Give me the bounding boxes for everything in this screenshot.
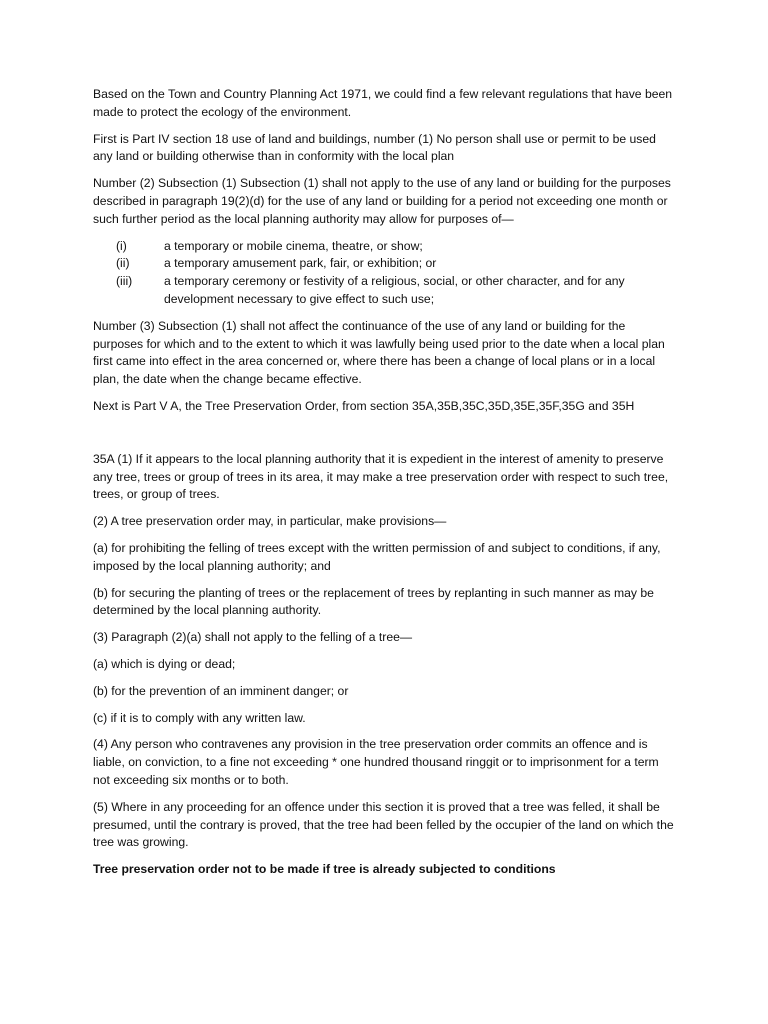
paragraph-35a-5: (5) Where in any proceeding for an offence under this section it is proved that a tree was felled, it shall be presumed, until the contrary is proved, that the tree had been felled by the occupier of the land on which the tree was growing. [93,799,674,850]
paragraph-35a-2a: (a) for prohibiting the felling of trees except with the written permission of and subject to conditions, if any, imposed by the local planning authority; and [93,540,661,573]
list-item-text: a temporary amusement park, fair, or exhibition; or [164,256,437,271]
section-heading: Tree preservation order not to be made if tree is already subjected to conditions [93,862,556,877]
paragraph-35a-4: (4) Any person who contravenes any provision in the tree preservation order commits an offence and is liable, on conviction, to a fine not exceeding * one hundred thousand ringgit or to imprisonment for a term not exceeding six months or to both. [93,737,659,787]
paragraph-35a-2b: (b) for securing the planting of trees or the replacement of trees by replanting in such manner as may be determined by the local planning authority. [93,585,654,618]
list-item [93,255,678,273]
blank-gap [93,425,678,451]
list-item [93,238,678,256]
paragraph-number-2: Number (2) Subsection (1) Subsection (1) shall not apply to the use of any land or building for the purposes described in paragraph 19(2)(d) for the use of any land or building for a period not exceeding one month or such further period as the local planning authority may allow for purposes of— [93,176,671,226]
paragraph-part-iv: First is Part IV section 18 use of land and buildings, number (1) No person shall use or permit to be used any land or building otherwise than in conformity with the local plan [93,131,656,164]
list-item-number: (i) [116,238,127,253]
list-item-text: a temporary ceremony or festivity of a religious, social, or other character, and for any development necessary to give effect to such use; [164,274,625,306]
paragraph-35a-3a: (a) which is dying or dead; [93,656,236,671]
paragraph-35a-3c: (c) if it is to comply with any written law. [93,710,306,725]
paragraph-35a-3b: (b) for the prevention of an imminent danger; or [93,683,349,698]
list-item [93,273,678,309]
paragraph-35a-3: (3) Paragraph (2)(a) shall not apply to the felling of a tree— [93,630,413,645]
list-item-text: a temporary or mobile cinema, theatre, or show; [164,238,423,253]
list-item-number: (ii) [116,256,130,271]
paragraph-35a-2: (2) A tree preservation order may, in particular, make provisions— [93,514,447,529]
paragraph-part-va: Next is Part V A, the Tree Preservation Order, from section 35A,35B,35C,35D,35E,35F,35G and 35H [93,398,635,413]
list-item-number: (iii) [116,274,133,289]
paragraph-intro: Based on the Town and Country Planning Act 1971, we could find a few relevant regulations that have been made to protect the ecology of the environment. [93,87,673,119]
purposes-list [93,238,678,309]
paragraph-number-3: Number (3) Subsection (1) shall not affect the continuance of the use of any land or building for the purposes for which and to the extent to which it was lawfully being used prior to the date when a local plan first came into effect in the area concerned or, where there has been a change of local plans or in a local plan, the date when the change became effective. [93,318,665,387]
paragraph-35a-1: 35A (1) If it appears to the local planning authority that it is expedient in the interest of amenity to preserve any tree, trees or group of trees in its area, it may make a tree preservation order with respect to such tree, trees, or group of trees. [93,451,669,502]
